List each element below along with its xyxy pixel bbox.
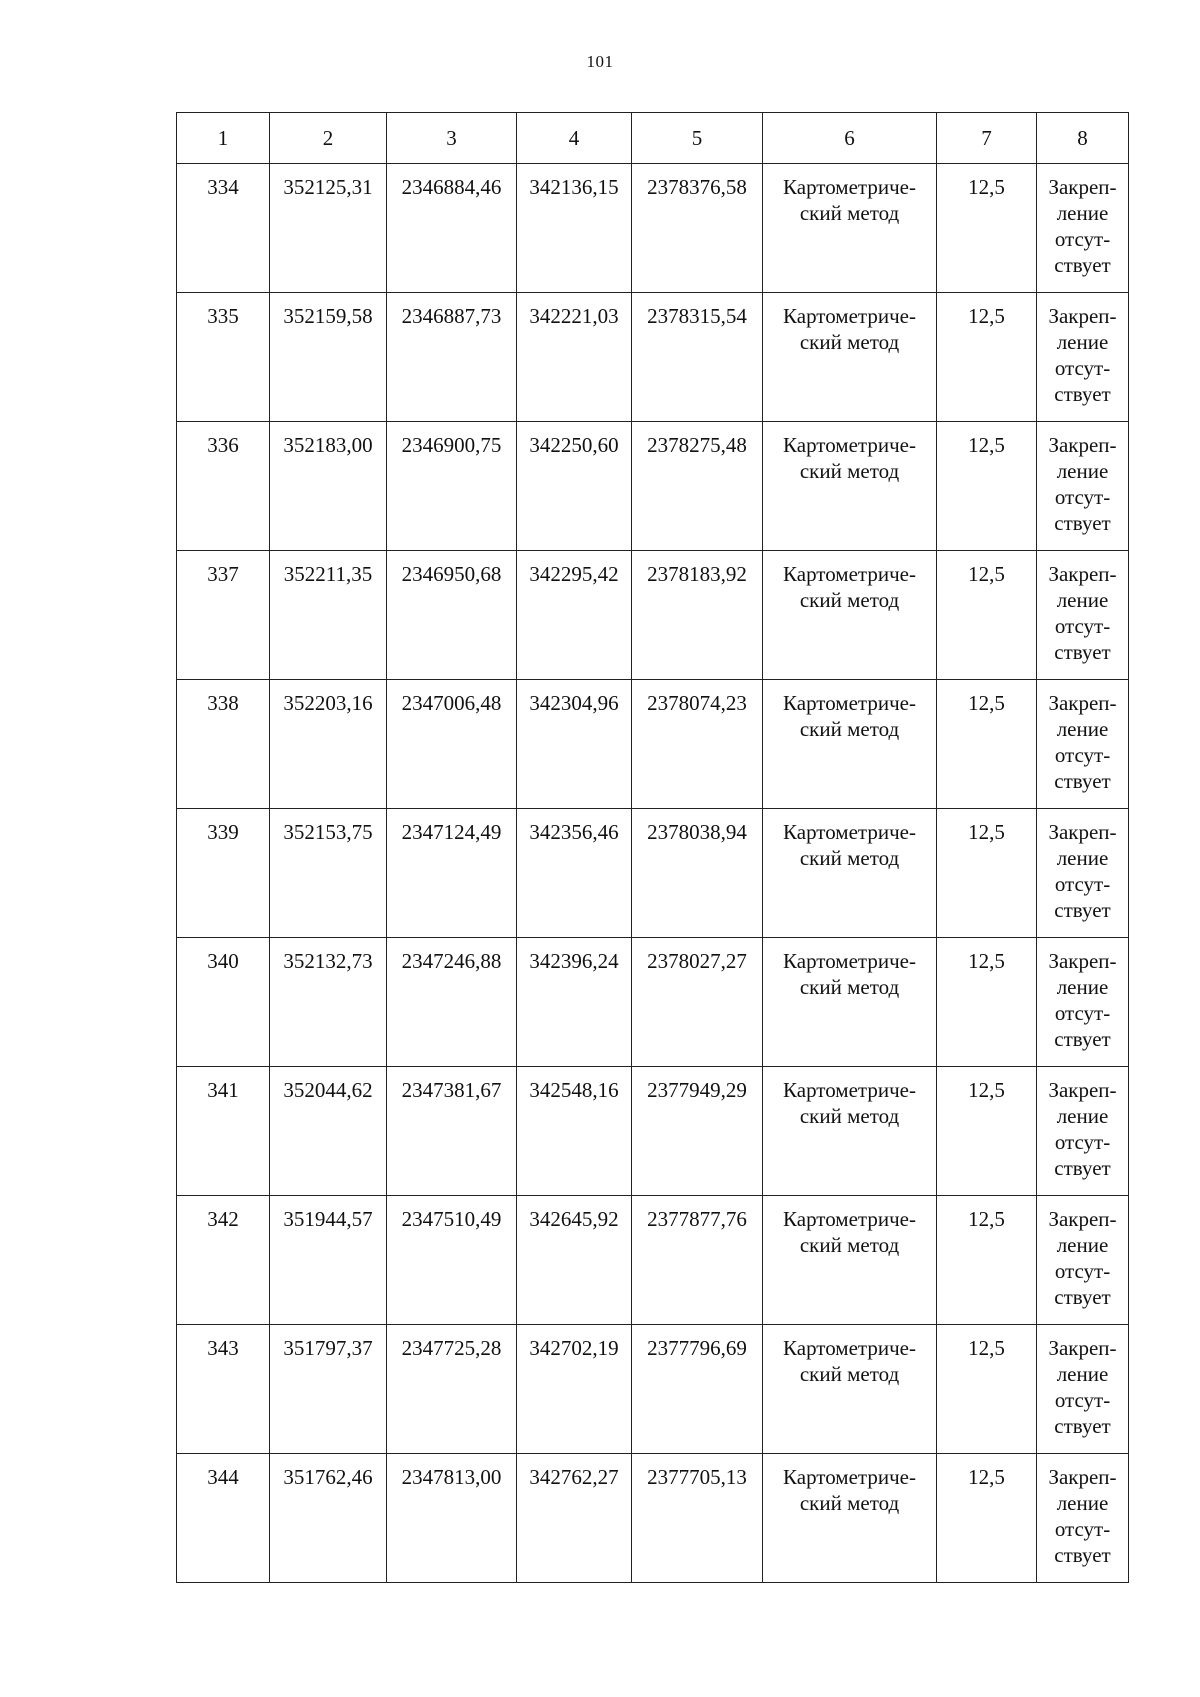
method-cell: Картометриче-ский метод bbox=[763, 680, 937, 809]
fixing-cell: Закреп-ление отсут-ствует bbox=[1037, 293, 1129, 422]
point-number-cell: 337 bbox=[177, 551, 270, 680]
fixing-cell: Закреп-ление отсут-ствует bbox=[1037, 1325, 1129, 1454]
column-header: 8 bbox=[1037, 113, 1129, 164]
coord-cell: 352159,58 bbox=[270, 293, 387, 422]
fixing-cell: Закреп-ление отсут-ствует bbox=[1037, 1067, 1129, 1196]
coord-cell: 2346900,75 bbox=[387, 422, 517, 551]
method-cell: Картометриче-ский метод bbox=[763, 164, 937, 293]
point-number-cell: 344 bbox=[177, 1454, 270, 1583]
method-cell: Картометриче-ский метод bbox=[763, 293, 937, 422]
precision-cell: 12,5 bbox=[937, 1454, 1037, 1583]
coord-cell: 352132,73 bbox=[270, 938, 387, 1067]
point-number-cell: 340 bbox=[177, 938, 270, 1067]
precision-cell: 12,5 bbox=[937, 938, 1037, 1067]
coord-cell: 352125,31 bbox=[270, 164, 387, 293]
column-header: 7 bbox=[937, 113, 1037, 164]
column-header: 5 bbox=[632, 113, 763, 164]
fixing-cell: Закреп-ление отсут-ствует bbox=[1037, 551, 1129, 680]
coord-cell: 352203,16 bbox=[270, 680, 387, 809]
table-row bbox=[177, 1196, 1129, 1325]
method-cell: Картометриче-ский метод bbox=[763, 1454, 937, 1583]
coord-cell: 2347381,67 bbox=[387, 1067, 517, 1196]
coord-cell: 2378315,54 bbox=[632, 293, 763, 422]
coord-cell: 352044,62 bbox=[270, 1067, 387, 1196]
coord-cell: 342304,96 bbox=[517, 680, 632, 809]
method-cell: Картометриче-ский метод bbox=[763, 809, 937, 938]
table-row bbox=[177, 293, 1129, 422]
point-number-cell: 339 bbox=[177, 809, 270, 938]
coord-cell: 352183,00 bbox=[270, 422, 387, 551]
coord-cell: 2378183,92 bbox=[632, 551, 763, 680]
method-cell: Картометриче-ский метод bbox=[763, 1196, 937, 1325]
table-row bbox=[177, 551, 1129, 680]
column-header: 3 bbox=[387, 113, 517, 164]
precision-cell: 12,5 bbox=[937, 164, 1037, 293]
coord-cell: 342356,46 bbox=[517, 809, 632, 938]
column-header: 2 bbox=[270, 113, 387, 164]
coord-cell: 2377877,76 bbox=[632, 1196, 763, 1325]
coord-cell: 342702,19 bbox=[517, 1325, 632, 1454]
point-number-cell: 343 bbox=[177, 1325, 270, 1454]
method-cell: Картометриче-ский метод bbox=[763, 422, 937, 551]
table-row bbox=[177, 1067, 1129, 1196]
coord-cell: 2377949,29 bbox=[632, 1067, 763, 1196]
coord-cell: 342221,03 bbox=[517, 293, 632, 422]
method-cell: Картометриче-ский метод bbox=[763, 1325, 937, 1454]
precision-cell: 12,5 bbox=[937, 680, 1037, 809]
table-row bbox=[177, 809, 1129, 938]
method-cell: Картометриче-ский метод bbox=[763, 938, 937, 1067]
coord-cell: 342295,42 bbox=[517, 551, 632, 680]
fixing-cell: Закреп-ление отсут-ствует bbox=[1037, 809, 1129, 938]
table-body bbox=[177, 164, 1129, 1583]
precision-cell: 12,5 bbox=[937, 809, 1037, 938]
coord-cell: 2347813,00 bbox=[387, 1454, 517, 1583]
coord-cell: 2378027,27 bbox=[632, 938, 763, 1067]
coord-cell: 2347124,49 bbox=[387, 809, 517, 938]
method-cell: Картометриче-ский метод bbox=[763, 551, 937, 680]
method-cell: Картометриче-ский метод bbox=[763, 1067, 937, 1196]
fixing-cell: Закреп-ление отсут-ствует bbox=[1037, 1196, 1129, 1325]
coord-cell: 2347006,48 bbox=[387, 680, 517, 809]
page-number: 101 bbox=[586, 52, 614, 71]
table-row bbox=[177, 1454, 1129, 1583]
coord-cell: 2378074,23 bbox=[632, 680, 763, 809]
fixing-cell: Закреп-ление отсут-ствует bbox=[1037, 680, 1129, 809]
point-number-cell: 335 bbox=[177, 293, 270, 422]
precision-cell: 12,5 bbox=[937, 422, 1037, 551]
coord-cell: 342548,16 bbox=[517, 1067, 632, 1196]
coord-cell: 342250,60 bbox=[517, 422, 632, 551]
coord-cell: 2347725,28 bbox=[387, 1325, 517, 1454]
point-number-cell: 338 bbox=[177, 680, 270, 809]
table-row bbox=[177, 1325, 1129, 1454]
point-number-cell: 342 bbox=[177, 1196, 270, 1325]
coord-cell: 342136,15 bbox=[517, 164, 632, 293]
coord-cell: 351762,46 bbox=[270, 1454, 387, 1583]
coordinates-table bbox=[176, 112, 1129, 1583]
precision-cell: 12,5 bbox=[937, 1325, 1037, 1454]
coord-cell: 351944,57 bbox=[270, 1196, 387, 1325]
point-number-cell: 336 bbox=[177, 422, 270, 551]
coord-cell: 352211,35 bbox=[270, 551, 387, 680]
coord-cell: 342396,24 bbox=[517, 938, 632, 1067]
coord-cell: 342645,92 bbox=[517, 1196, 632, 1325]
precision-cell: 12,5 bbox=[937, 1196, 1037, 1325]
point-number-cell: 334 bbox=[177, 164, 270, 293]
table-row bbox=[177, 938, 1129, 1067]
coord-cell: 2377796,69 bbox=[632, 1325, 763, 1454]
point-number-cell: 341 bbox=[177, 1067, 270, 1196]
coord-cell: 2378376,58 bbox=[632, 164, 763, 293]
coord-cell: 2346884,46 bbox=[387, 164, 517, 293]
precision-cell: 12,5 bbox=[937, 551, 1037, 680]
fixing-cell: Закреп-ление отсут-ствует bbox=[1037, 422, 1129, 551]
fixing-cell: Закреп-ление отсут-ствует bbox=[1037, 164, 1129, 293]
table-row bbox=[177, 422, 1129, 551]
column-header: 6 bbox=[763, 113, 937, 164]
coord-cell: 351797,37 bbox=[270, 1325, 387, 1454]
precision-cell: 12,5 bbox=[937, 293, 1037, 422]
coord-cell: 352153,75 bbox=[270, 809, 387, 938]
table-row bbox=[177, 164, 1129, 293]
fixing-cell: Закреп-ление отсут-ствует bbox=[1037, 1454, 1129, 1583]
column-header: 4 bbox=[517, 113, 632, 164]
table-header-row bbox=[177, 113, 1129, 164]
coord-cell: 2346950,68 bbox=[387, 551, 517, 680]
column-header: 1 bbox=[177, 113, 270, 164]
coord-cell: 2378038,94 bbox=[632, 809, 763, 938]
coord-cell: 2377705,13 bbox=[632, 1454, 763, 1583]
table-row bbox=[177, 680, 1129, 809]
coord-cell: 2347510,49 bbox=[387, 1196, 517, 1325]
coord-cell: 342762,27 bbox=[517, 1454, 632, 1583]
coord-cell: 2378275,48 bbox=[632, 422, 763, 551]
precision-cell: 12,5 bbox=[937, 1067, 1037, 1196]
coord-cell: 2346887,73 bbox=[387, 293, 517, 422]
coord-cell: 2347246,88 bbox=[387, 938, 517, 1067]
fixing-cell: Закреп-ление отсут-ствует bbox=[1037, 938, 1129, 1067]
